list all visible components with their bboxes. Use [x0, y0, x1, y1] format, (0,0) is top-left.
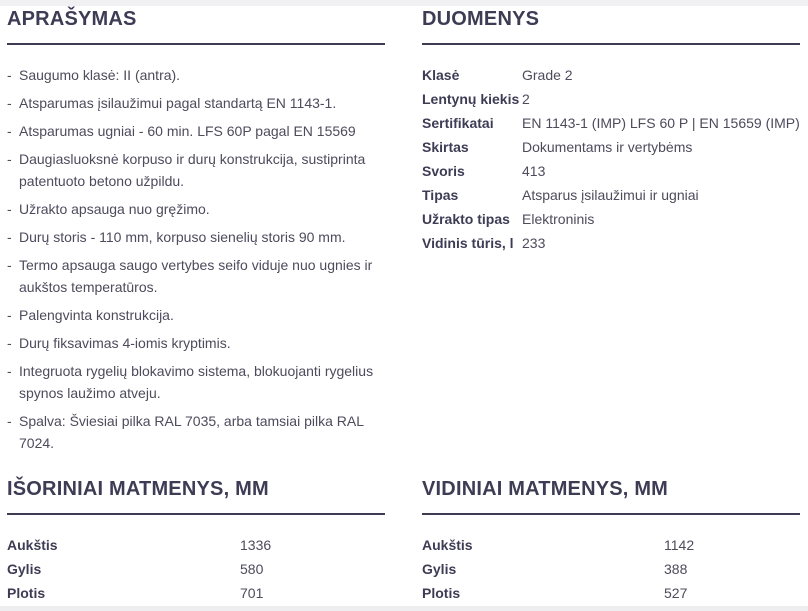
list-item: - Durų storis - 110 mm, korpuso sienelių storis 90 mm.: [7, 229, 346, 245]
table-row: [422, 159, 800, 183]
table-row: [422, 533, 722, 557]
list-item: - Daugiasluoksnė korpuso ir durų konstrukcija, sustiprinta patentuoto betono užpildu.: [7, 151, 366, 189]
list-item: - Integruota rygelių blokavimo sistema, blokuojanti rygelius spynos laužimo atveju.: [7, 363, 374, 401]
description-divider: [7, 43, 385, 45]
outer-dimensions-table: [7, 533, 307, 605]
dimension-label: Gylis: [7, 561, 42, 577]
dimension-label: Aukštis: [7, 537, 58, 553]
dimension-label: Aukštis: [422, 537, 473, 553]
table-row: [7, 581, 307, 605]
spec-label: Sertifikatai: [422, 115, 494, 131]
data-divider: [422, 43, 800, 45]
table-row: [422, 207, 800, 231]
spec-value: Grade 2: [522, 67, 573, 83]
outer-dimensions-divider: [7, 513, 385, 515]
list-item: - Durų fiksavimas 4-iomis kryptimis.: [7, 335, 231, 351]
spec-value: 233: [522, 235, 546, 251]
list-item: - Atsparumas įsilaužimui pagal standartą EN 1143-1.: [7, 95, 337, 111]
data-table: [422, 63, 800, 255]
dimension-value: 1336: [240, 537, 272, 553]
table-row: [7, 557, 307, 581]
top-band: [0, 0, 808, 6]
spec-value: Dokumentams ir vertybėms: [522, 139, 693, 155]
outer-dimensions-heading: IŠORINIAI MATMENYS, MM: [7, 478, 269, 500]
dimension-label: Plotis: [7, 585, 46, 601]
table-row: [422, 135, 800, 159]
table-row: [7, 533, 307, 557]
spec-value: Atsparus įsilaužimui ir ugniai: [522, 187, 699, 203]
list-item: - Saugumo klasė: II (antra).: [7, 67, 181, 83]
dimension-label: Gylis: [422, 561, 457, 577]
spec-label: Lentynų kiekis: [422, 91, 520, 107]
spec-label: Svoris: [422, 163, 465, 179]
dimension-value: 388: [664, 561, 688, 577]
table-row: [422, 183, 800, 207]
list-item: - Termo apsauga saugo vertybes seifo viduje nuo ugnies ir aukštos temperatūros.: [7, 257, 373, 295]
spec-value: 2: [522, 91, 530, 107]
table-row: [422, 581, 722, 605]
list-item: - Palengvinta konstrukcija.: [7, 307, 174, 323]
dimension-value: 1142: [664, 537, 695, 553]
table-row: [422, 87, 800, 111]
spec-value: EN 1143-1 (IMP) LFS 60 P | EN 15659 (IMP): [522, 115, 800, 131]
dimension-value: 701: [240, 585, 264, 601]
data-heading: DUOMENYS: [422, 8, 540, 30]
description-list: [7, 64, 385, 460]
spec-label: Klasė: [422, 67, 460, 83]
list-item: - Užrakto apsauga nuo gręžimo.: [7, 201, 210, 217]
table-row: [422, 557, 722, 581]
description-heading: APRAŠYMAS: [7, 8, 137, 30]
inner-dimensions-divider: [422, 513, 800, 515]
spec-label: Užrakto tipas: [422, 211, 510, 227]
inner-dimensions-table: [422, 533, 722, 605]
inner-dimensions-heading: VIDINIAI MATMENYS, MM: [422, 478, 669, 500]
table-row: [422, 63, 800, 87]
dimension-value: 580: [240, 561, 264, 577]
dimension-label: Plotis: [422, 585, 461, 601]
spec-label: Tipas: [422, 187, 459, 203]
table-row: [422, 111, 800, 135]
spec-label: Vidinis tūris, l: [422, 235, 514, 251]
list-item: - Atsparumas ugniai - 60 min. LFS 60P pagal EN 15569: [7, 123, 356, 139]
bottom-band: [0, 606, 808, 611]
list-item: - Spalva: Šviesiai pilka RAL 7035, arba tamsiai pilka RAL 7024.: [7, 413, 364, 451]
dimension-value: 527: [664, 585, 688, 601]
spec-value: Elektroninis: [522, 211, 595, 227]
spec-value: 413: [522, 163, 546, 179]
spec-label: Skirtas: [422, 139, 469, 155]
table-row: [422, 231, 800, 255]
